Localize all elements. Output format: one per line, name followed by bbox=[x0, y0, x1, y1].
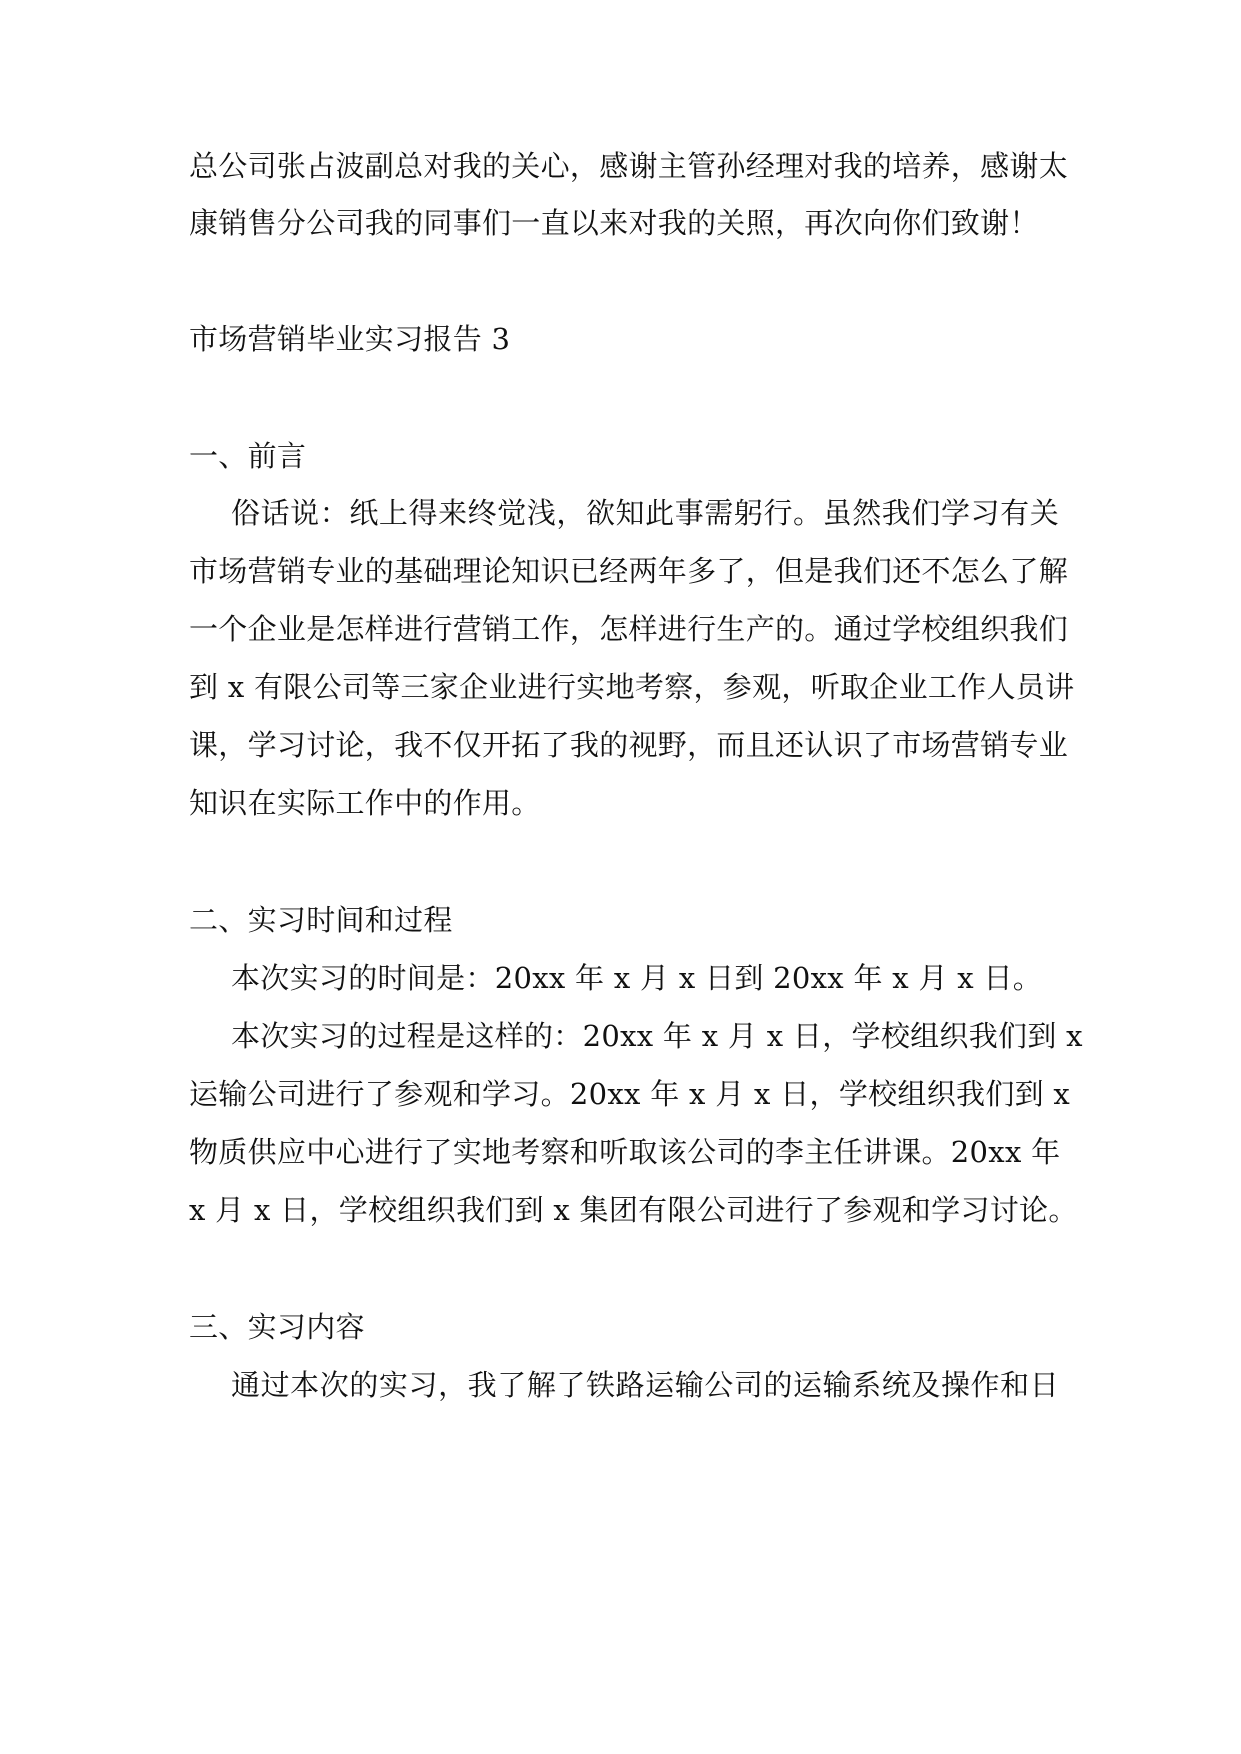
paragraph-line: 总公司张占波副总对我的关心，感谢主管孙经理对我的培养，感谢太 bbox=[189, 149, 1069, 183]
paragraph-line: 康销售分公司我的同事们一直以来对我的关照，再次向你们致谢！ bbox=[189, 206, 1039, 240]
paragraph-line: 通过本次的实习，我了解了铁路运输公司的运输系统及操作和日 bbox=[231, 1368, 1059, 1402]
section-heading-content: 三、实习内容 bbox=[189, 1310, 365, 1344]
section-heading-time-process: 二、实习时间和过程 bbox=[189, 903, 453, 937]
paragraph-line: 知识在实际工作中的作用。 bbox=[189, 786, 541, 820]
section-heading-preface: 一、前言 bbox=[189, 439, 307, 473]
paragraph-line: x 月 x 日，学校组织我们到 x 集团有限公司进行了参观和学习讨论。 bbox=[189, 1193, 1078, 1227]
paragraph-line: 本次实习的时间是：20xx 年 x 月 x 日到 20xx 年 x 月 x 日。 bbox=[231, 961, 1043, 995]
report-title: 市场营销毕业实习报告 3 bbox=[189, 322, 511, 356]
paragraph-line: 俗话说：纸上得来终觉浅，欲知此事需躬行。虽然我们学习有关 bbox=[231, 496, 1059, 530]
paragraph-line: 到 x 有限公司等三家企业进行实地考察，参观，听取企业工作人员讲 bbox=[189, 670, 1075, 704]
paragraph-line: 物质供应中心进行了实地考察和听取该公司的李主任讲课。20xx 年 bbox=[189, 1135, 1061, 1169]
paragraph-line: 本次实习的过程是这样的：20xx 年 x 月 x 日，学校组织我们到 x bbox=[231, 1019, 1083, 1053]
paragraph-line: 运输公司进行了参观和学习。20xx 年 x 月 x 日，学校组织我们到 x bbox=[189, 1077, 1071, 1111]
paragraph-line: 课，学习讨论，我不仅开拓了我的视野，而且还认识了市场营销专业 bbox=[189, 728, 1069, 762]
paragraph-line: 一个企业是怎样进行营销工作，怎样进行生产的。通过学校组织我们 bbox=[189, 612, 1069, 646]
paragraph-line: 市场营销专业的基础理论知识已经两年多了，但是我们还不怎么了解 bbox=[189, 554, 1069, 588]
